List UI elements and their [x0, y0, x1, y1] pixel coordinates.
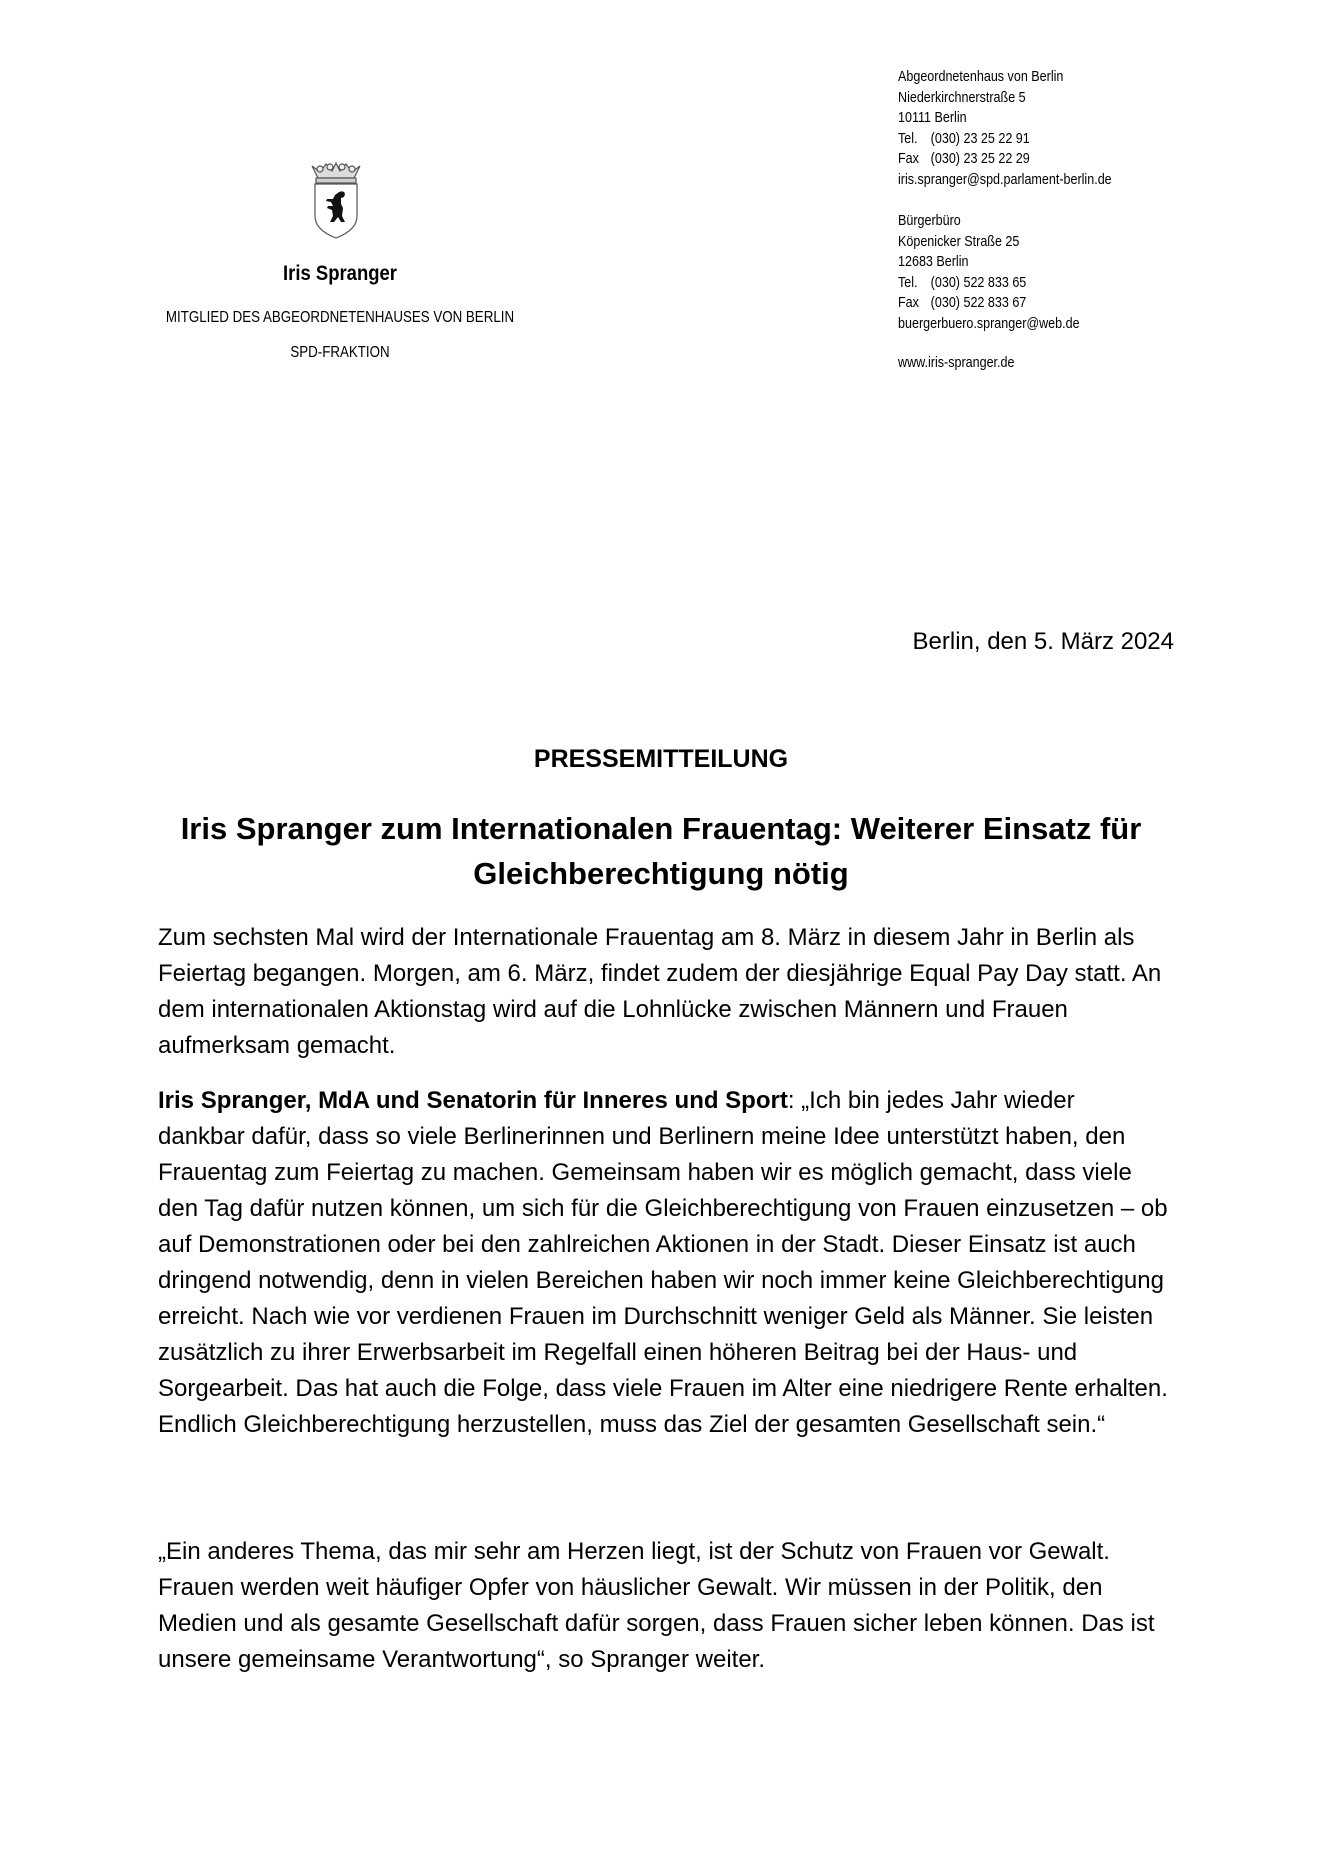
document-date: Berlin, den 5. März 2024 [912, 628, 1174, 655]
address-line: 10111 Berlin [898, 110, 967, 126]
document-type: PRESSEMITTEILUNG [533, 745, 789, 773]
berlin-bear-coat-of-arms-icon [306, 160, 366, 240]
member-name: Iris Spranger [282, 262, 398, 285]
parliament-address-block [898, 67, 1112, 190]
phone-line [898, 129, 1112, 150]
address-line: Abgeordnetenhaus von Berlin [898, 69, 1064, 85]
fax-label: Fax [898, 151, 919, 167]
address-line: Niederkirchnerstraße 5 [898, 89, 1026, 106]
fax-line [898, 293, 1080, 314]
paragraph-quote [158, 1083, 1168, 1443]
headline: Iris Spranger zum Internationalen Frauentag: Weiterer Einsatz für Gleichberechtigung nötig [180, 811, 1142, 891]
paragraph-intro: Zum sechsten Mal wird der Internationale Frauentag am 8. März in diesem Jahr in Berlin als Feiertag begangen. Morgen, am 6. März, findet zudem der diesjährige Equal Pay Day statt. An dem internationalen Aktionstag wird auf die Lohnlücke zwischen Männern und Frauen aufmerksam gemacht. [158, 924, 1162, 1059]
tel-label: Tel. [898, 274, 918, 291]
fax-number: (030) 522 833 67 [930, 295, 1027, 311]
tel-label: Tel. [898, 130, 918, 147]
tel-number: (030) 23 25 22 91 [930, 130, 1030, 147]
tel-number: (030) 522 833 65 [930, 274, 1027, 291]
address-line: 12683 Berlin [898, 254, 969, 270]
website-link[interactable]: www.iris-spranger.de [898, 355, 1015, 371]
address-line: Bürgerbüro [898, 213, 961, 229]
member-title: MITGLIED DES ABGEORDNETENHAUSES VON BERLIN [165, 309, 515, 326]
email-link[interactable]: buergerbuero.spranger@web.de [898, 315, 1080, 332]
quote-text: : „Ich bin jedes Jahr wieder dankbar dafür, dass so viele Berlinerinnen und Berlinern meine Idee unterstützt haben, den Frauentag zum Feiertag zu machen. Gemeinsam haben wir es möglich gemacht, dass viele den Tag dafür nutzen können, um sich für die Gleichberechtigung von Frauen einzusetzen – ob auf Demonstrationen oder bei den zahlreichen Aktionen in der Stadt. Dieser Einsatz ist auch dringend notwendig, denn in vielen Bereichen haben wir noch immer keine Gleichberechtigung erreicht. Nach wie vor verdienen Frauen im Durchschnitt weniger Geld als Männer. Sie leisten zusätzlich zu ihrer Erwerbsarbeit im Regelfall einen höheren Beitrag bei der Haus- und Sorgearbeit. Das hat auch die Folge, dass viele Frauen im Alter eine niedrigere Rente erhalten. Endlich Gleichberechtigung herzustellen, muss das Ziel der gesamten Gesellschaft sein.“ [158, 1087, 1168, 1438]
speaker-attribution: Iris Spranger, MdA und Senatorin für Inneres und Sport [158, 1087, 788, 1114]
address-line: Köpenicker Straße 25 [898, 233, 1020, 250]
fax-label: Fax [898, 295, 919, 311]
fax-line [898, 149, 1112, 170]
fax-number: (030) 23 25 22 29 [930, 151, 1030, 167]
faction-name: SPD-FRAKTION [290, 344, 390, 361]
office-address-block [898, 211, 1080, 334]
phone-line [898, 273, 1080, 294]
email-link[interactable]: iris.spranger@spd.parlament-berlin.de [898, 171, 1112, 188]
paragraph-closing: „Ein anderes Thema, das mir sehr am Herzen liegt, ist der Schutz von Frauen vor Gewalt. Frauen werden weit häufiger Opfer von häuslicher Gewalt. Wir müssen in der Politik, den Medien und als gesamte Gesellschaft dafür sorgen, dass Frauen sicher leben können. Das ist unsere gemeinsame Verantwortung“, so Spranger weiter. [158, 1538, 1155, 1673]
